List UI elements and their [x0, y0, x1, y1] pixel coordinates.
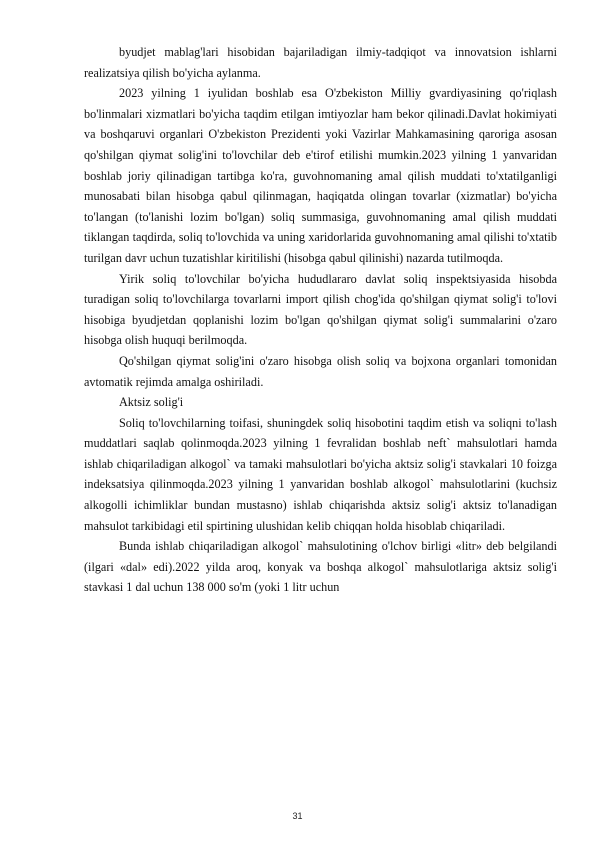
paragraph-national-guard-benefits: 2023 yilning 1 iyulidan boshlab esa O'zbekiston Milliy gvardiyasining qo'riqlash bo'linmalari xizmatlari bo'yicha taqdim etilgan imtiyozlar ham bekor qilinadi.Davlat hokimiyati va boshqaruvi organlari O'zbekiston Prezidenti yoki Vazirlar Mahkamasining qaroriga asosan qo'shilgan qiymat solig'ini to'lovchilar deb e'tirof etilishi mumkin.2023 yilning 1 yanvaridan boshlab joriy qilinadigan tartibga ko'ra, guvohnomaning amal qilish muddati to'xtatilganligi munosabati bilan hisobga qabul qilinmagan, haqiqatda olingan tovarlar (xizmatlar) bo'yicha to'langan (to'lanishi lozim bo'lgan) soliq summasiga, guvohnomaning amal qilish muddati tiklangan taqdirda, soliq to'lovchida va uning xaridorlarida guvohnomaning amal qilishi to'xtatib turilgan davr uchun tuzatishlar kiritilishi (hisobga qabul qilinishi) nazarda tutilmoqda. [84, 86, 557, 265]
page-number: 31 [292, 811, 303, 821]
paragraph-large-taxpayers: Yirik soliq to'lovchilar bo'yicha hududlararo davlat soliq inspektsiyasida hisobda turadigan soliq to'lovchilarga tovarlarni import qilish chog'ida qo'shilgan qiymat solig'i to'lovi hisobiga byudjetdan qoplanishi lozim bo'lgan qo'shilgan qiymat solig'i summalarini o'zaro hisobga olish huquqi berilmoqda. [84, 271, 557, 348]
section-heading-excise-tax: Aktsiz solig'i [119, 395, 184, 410]
paragraph-alcohol-unit: Bunda ishlab chiqariladigan alkogol` mahsulotining o'lchov birligi «litr» deb belgilandi (ilgari «dal» edi).2022 yilda aroq, konyak va boshqa alkogol` mahsulotlariga aktsiz solig'i stavkasi 1 dal uchun 138 000 so'm (yoki 1 litr uchun [84, 539, 557, 595]
document-page [84, 42, 557, 832]
paragraph-innovation-turnover: byudjet mablag'lari hisobidan bajariladigan ilmiy-tadqiqot va innovatsion ishlarni realizatsiya qilish bo'yicha aylanma. [84, 45, 557, 80]
paragraph-excise-indexation: Soliq to'lovchilarning toifasi, shuningdek soliq hisobotini taqdim etish va soliqni to'lash muddatlari saqlab qolinmoqda.2023 yilning 1 fevralidan boshlab neft` mahsulotlari hamda ishlab chiqariladigan alkogol` va tamaki mahsulotlari bo'yicha aktsiz solig'i stavkalari 10 foizga indeksatsiya qilinmoqda.2023 yilning 1 yanvaridan boshlab alkogol` mahsulotlarini (kuchsiz alkogolli ichimliklar bundan mustasno) ishlab chiqarishda aktsiz solig'i aktsiz to'lanadigan mahsulot tarkibidagi etil spirtining ulushidan kelib chiqqan holda hisoblab chiqariladi. [84, 415, 557, 533]
paragraph-automatic-offset: Qo'shilgan qiymat solig'ini o'zaro hisobga olish soliq va bojxona organlari tomonidan avtomatik rejimda amalga oshiriladi. [84, 353, 557, 389]
